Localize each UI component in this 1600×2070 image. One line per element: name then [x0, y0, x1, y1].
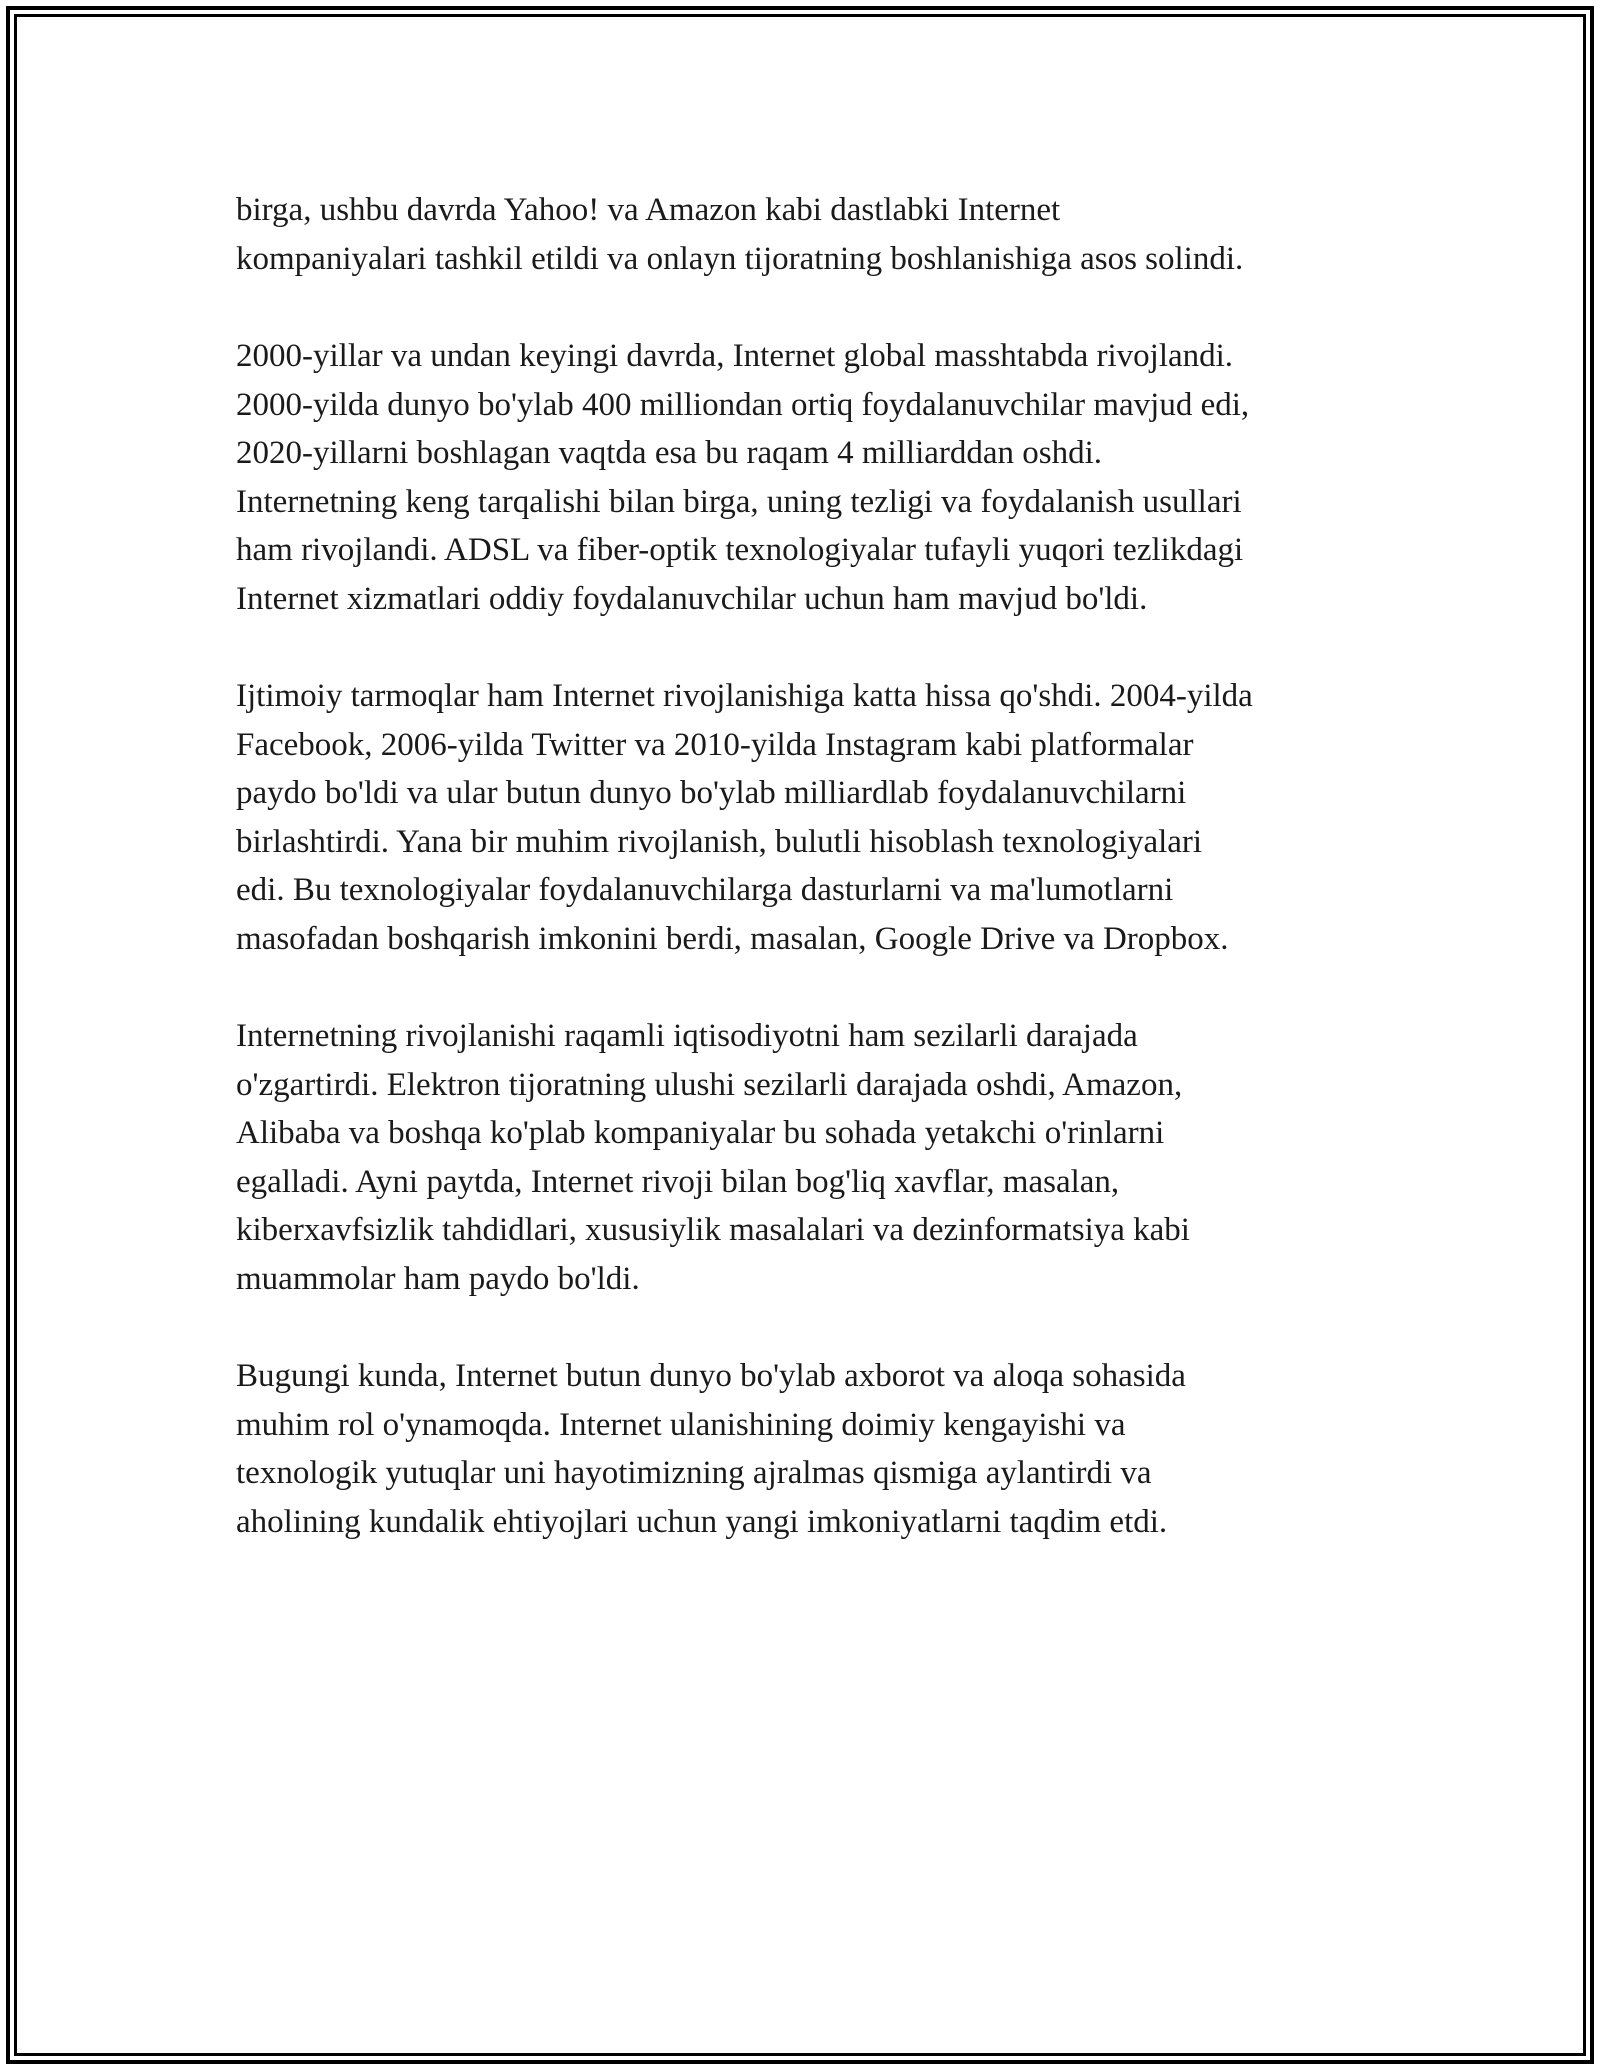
text-line: Facebook, 2006-yilda Twitter va 2010-yilda Instagram kabi platformalar: [236, 726, 1194, 763]
text-line: 2020-yillarni boshlagan vaqtda esa bu raqam 4 milliarddan oshdi.: [236, 435, 1103, 471]
text-line: birlashtirdi. Yana bir muhim rivojlanish, bulutli hisoblash texnologiyalari: [236, 823, 1203, 860]
text-line: Internetning keng tarqalishi bilan birga, uning tezligi va foydalanish usullari: [236, 483, 1242, 520]
paragraph-2: [236, 332, 1386, 623]
text-line: Internetning rivojlanishi raqamli iqtisodiyotni ham sezilarli darajada: [236, 1018, 1138, 1054]
text-line: Alibaba va boshqa ko'plab kompaniyalar bu sohada yetakchi o'rinlarni: [236, 1115, 1165, 1151]
text-line: ham rivojlandi. ADSL va fiber-optik texnologiyalar tufayli yuqori tezlikdagi: [236, 532, 1244, 568]
text-line: birga, ushbu davrda Yahoo! va Amazon kabi dastlabki Internet: [236, 192, 1061, 228]
text-line: Bugungi kunda, Internet butun dunyo bo'ylab axborot va aloqa sohasida: [236, 1358, 1186, 1394]
text-line: Internet xizmatlari oddiy foydalanuvchilar uchun ham mavjud bo'ldi.: [236, 580, 1148, 617]
paragraph-3: [236, 672, 1386, 963]
text-line: aholining kundalik ehtiyojlari uchun yangi imkoniyatlarni taqdim etdi.: [236, 1503, 1168, 1540]
text-line: kiberxavfsizlik tahdidlari, xususiylik masalalari va dezinformatsiya kabi: [236, 1212, 1190, 1248]
paragraph-5: [236, 1352, 1386, 1546]
text-line: 2000-yilda dunyo bo'ylab 400 milliondan ortiq foydalanuvchilar mavjud edi,: [236, 386, 1250, 423]
text-line: muhim rol o'ynamoqda. Internet ulanishining doimiy kengayishi va: [236, 1406, 1126, 1443]
document-body: [236, 186, 1386, 1595]
text-line: edi. Bu texnologiyalar foydalanuvchilarga dasturlarni va ma'lumotlarni: [236, 872, 1174, 908]
text-line: muammolar ham paydo bo'ldi.: [236, 1260, 640, 1297]
text-line: 2000-yillar va undan keyingi davrda, Internet global masshtabda rivojlandi.: [236, 338, 1234, 374]
text-line: egalladi. Ayni paytda, Internet rivoji bilan bog'liq xavflar, masalan,: [236, 1163, 1120, 1200]
text-line: texnologik yutuqlar uni hayotimizning ajralmas qismiga aylantirdi va: [236, 1455, 1152, 1491]
text-line: kompaniyalari tashkil etildi va onlayn tijoratning boshlanishiga asos solindi.: [236, 240, 1244, 277]
text-line: Ijtimoiy tarmoqlar ham Internet rivojlanishiga katta hissa qo'shdi. 2004-yilda: [236, 678, 1253, 714]
paragraph-4: [236, 1012, 1386, 1303]
text-line: o'zgartirdi. Elektron tijoratning ulushi sezilarli darajada oshdi, Amazon,: [236, 1066, 1183, 1103]
text-line: masofadan boshqarish imkonini berdi, masalan, Google Drive va Dropbox.: [236, 920, 1229, 957]
paragraph-1: [236, 186, 1386, 283]
text-line: paydo bo'ldi va ular butun dunyo bo'ylab milliardlab foydalanuvchilarni: [236, 775, 1187, 811]
